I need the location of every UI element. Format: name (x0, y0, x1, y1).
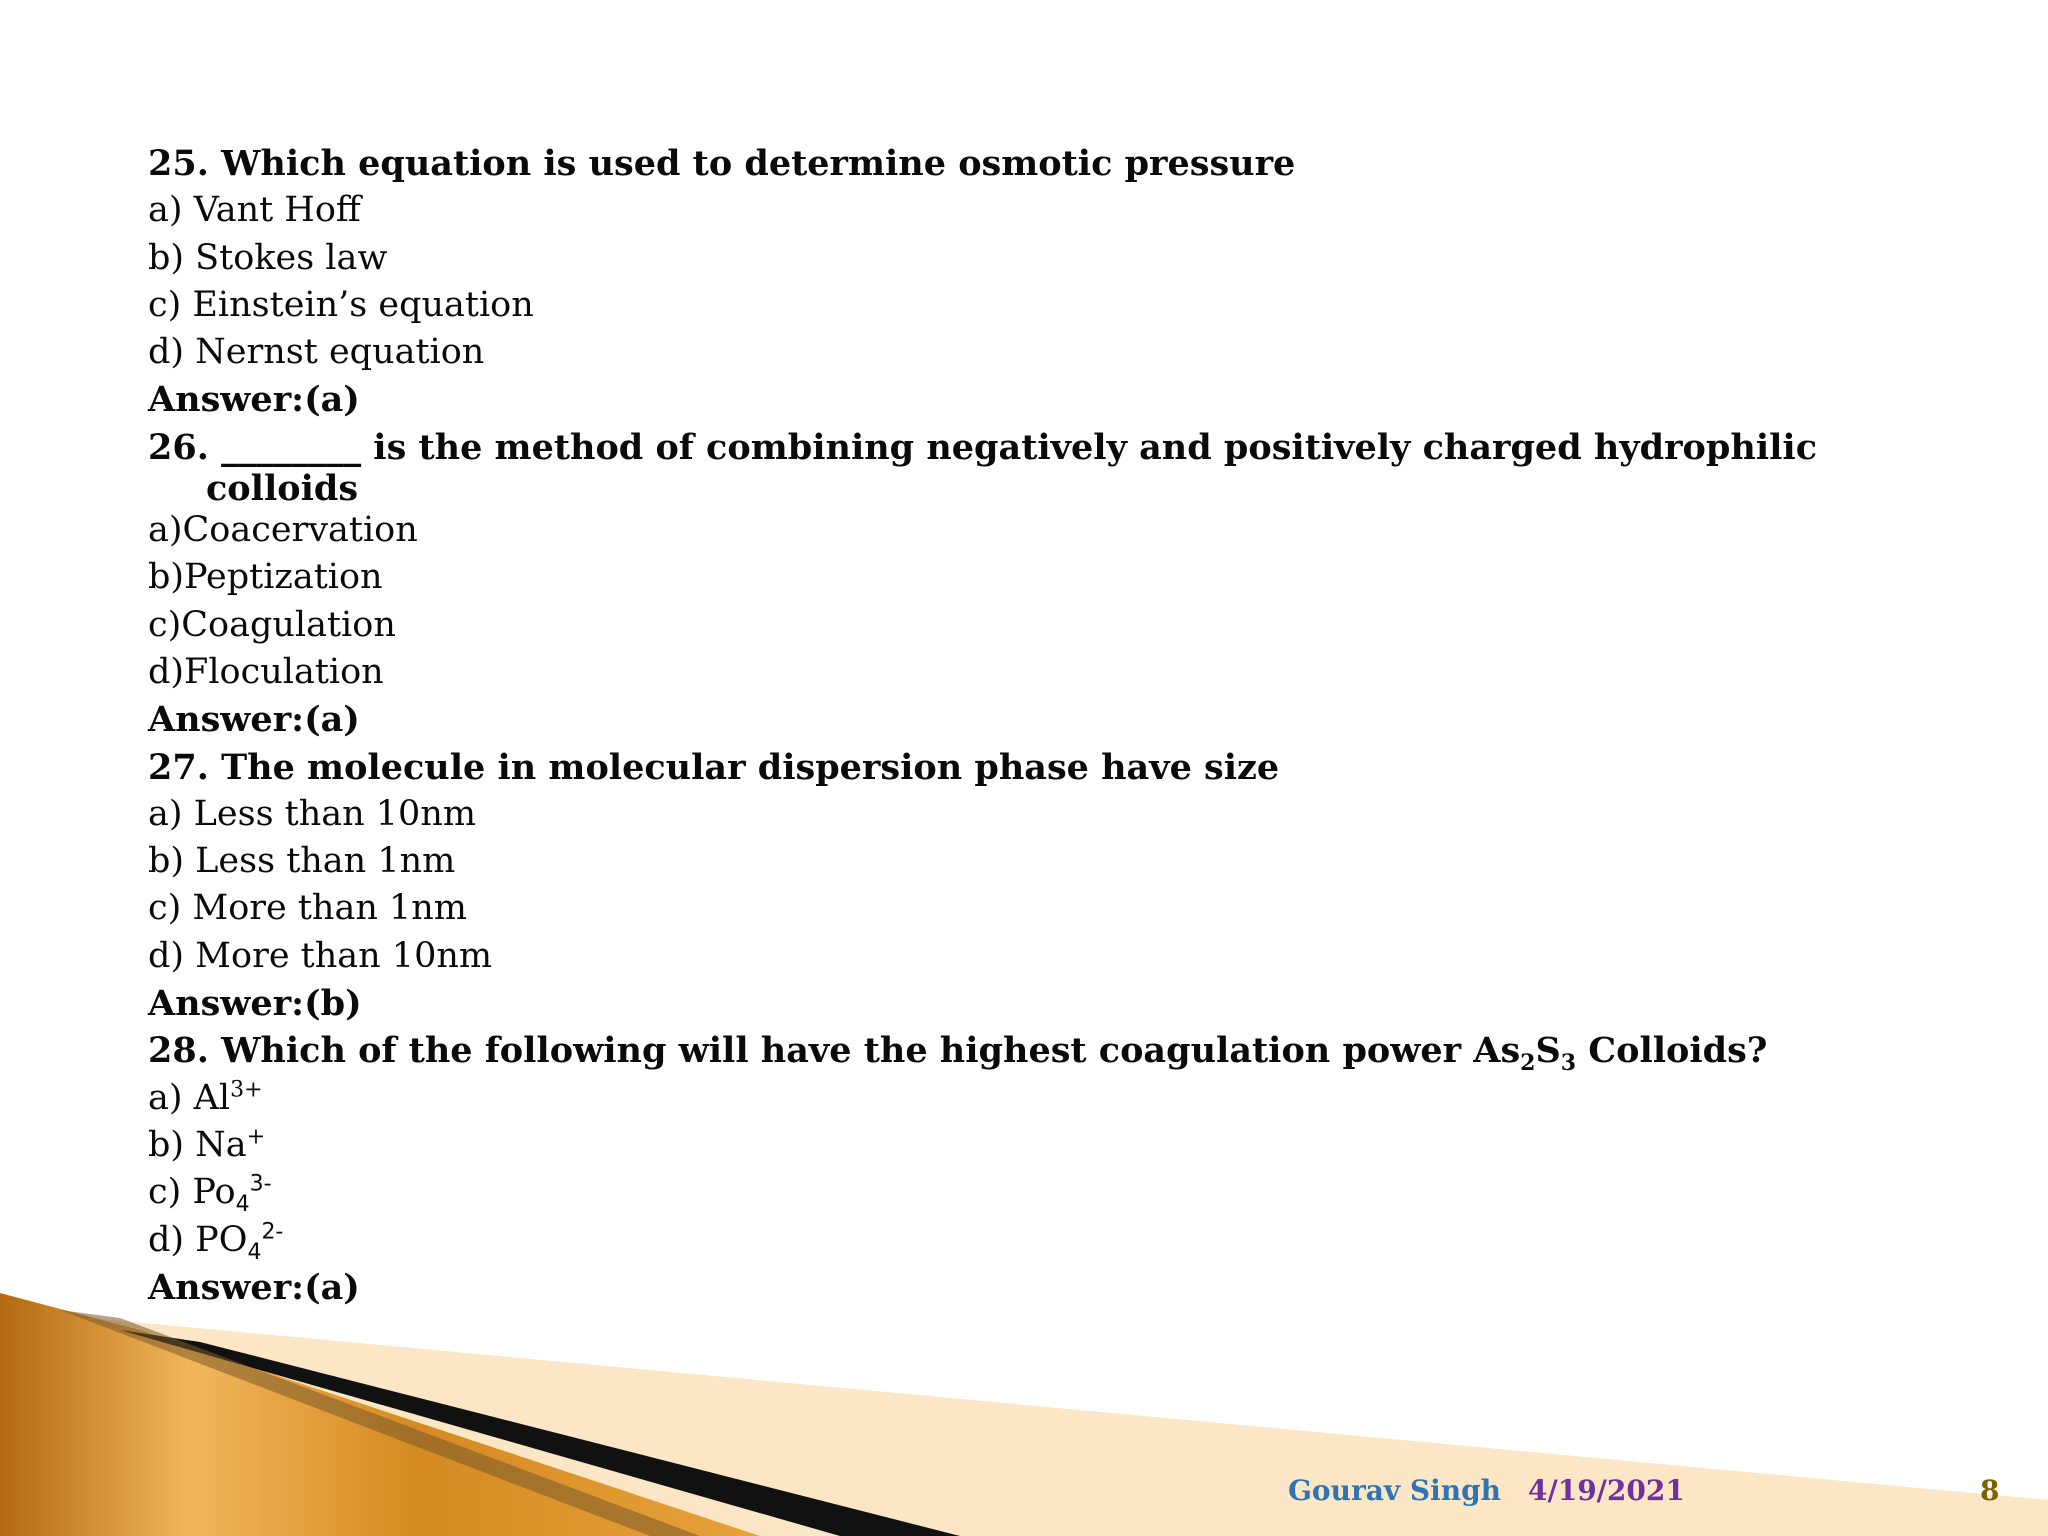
superscript: 2- (261, 1218, 284, 1244)
question-text: S (1535, 1030, 1561, 1072)
option-text: c) Po (148, 1172, 236, 1213)
question-blank: ________ (221, 426, 362, 468)
option (148, 1122, 2008, 1169)
option: b) Stokes law (148, 237, 388, 278)
superscript: + (246, 1124, 266, 1150)
option: a) Vant Hoff (148, 190, 361, 231)
answer: Answer:(a) (148, 379, 360, 421)
question-number: 28. (148, 1030, 209, 1072)
question-number: 27. (148, 746, 209, 788)
option-text: d) PO (148, 1219, 248, 1260)
option: d) More than 10nm (148, 935, 493, 976)
question-27 (148, 744, 2008, 791)
superscript: 3+ (230, 1076, 263, 1102)
option: d) Nernst equation (148, 332, 485, 373)
footer-page-number: 8 (1980, 1474, 2000, 1507)
question-text-continued: colloids (206, 468, 359, 510)
question-text: Which equation is used to determine osmotic pressure (221, 143, 1296, 184)
answer: Answer:(a) (148, 1266, 360, 1308)
subscript: 2 (1520, 1050, 1536, 1077)
quiz-content (148, 140, 2008, 1311)
option: b)Peptization (148, 557, 383, 598)
subscript: 4 (247, 1239, 262, 1265)
option-text: b) Na (148, 1124, 247, 1165)
question-26 (148, 424, 2008, 510)
superscript: 3- (249, 1171, 272, 1197)
footer-author: Gourav Singh (1288, 1474, 1502, 1507)
option: a) Less than 10nm (148, 793, 477, 834)
option: c)Coagulation (148, 604, 396, 645)
question-number: 25. (148, 143, 209, 184)
answer: Answer:(a) (148, 699, 360, 741)
option-text: a) Al (148, 1077, 231, 1118)
option: b) Less than 1nm (148, 841, 456, 882)
option: c) Einstein’s equation (148, 284, 534, 325)
subscript: 3 (1560, 1050, 1577, 1077)
option (148, 1169, 2008, 1216)
subscript: 4 (235, 1192, 250, 1218)
question-25 (148, 140, 2008, 187)
question-28 (148, 1027, 2008, 1077)
question-text: Which of the following will have the highest coagulation power As (221, 1030, 1521, 1072)
option (148, 1075, 2008, 1122)
answer: Answer:(b) (148, 983, 362, 1025)
option (148, 1217, 2008, 1264)
option: c) More than 1nm (148, 888, 467, 929)
question-number: 26. (148, 426, 209, 468)
question-text: The molecule in molecular dispersion phase have size (221, 746, 1280, 788)
footer-date: 4/19/2021 (1528, 1474, 1685, 1507)
option: a)Coacervation (148, 510, 418, 551)
option: d)Floculation (148, 651, 384, 692)
question-text: is the method of combining negatively and positively charged hydrophilic (373, 426, 1818, 468)
question-text: Colloids? (1576, 1030, 1768, 1072)
